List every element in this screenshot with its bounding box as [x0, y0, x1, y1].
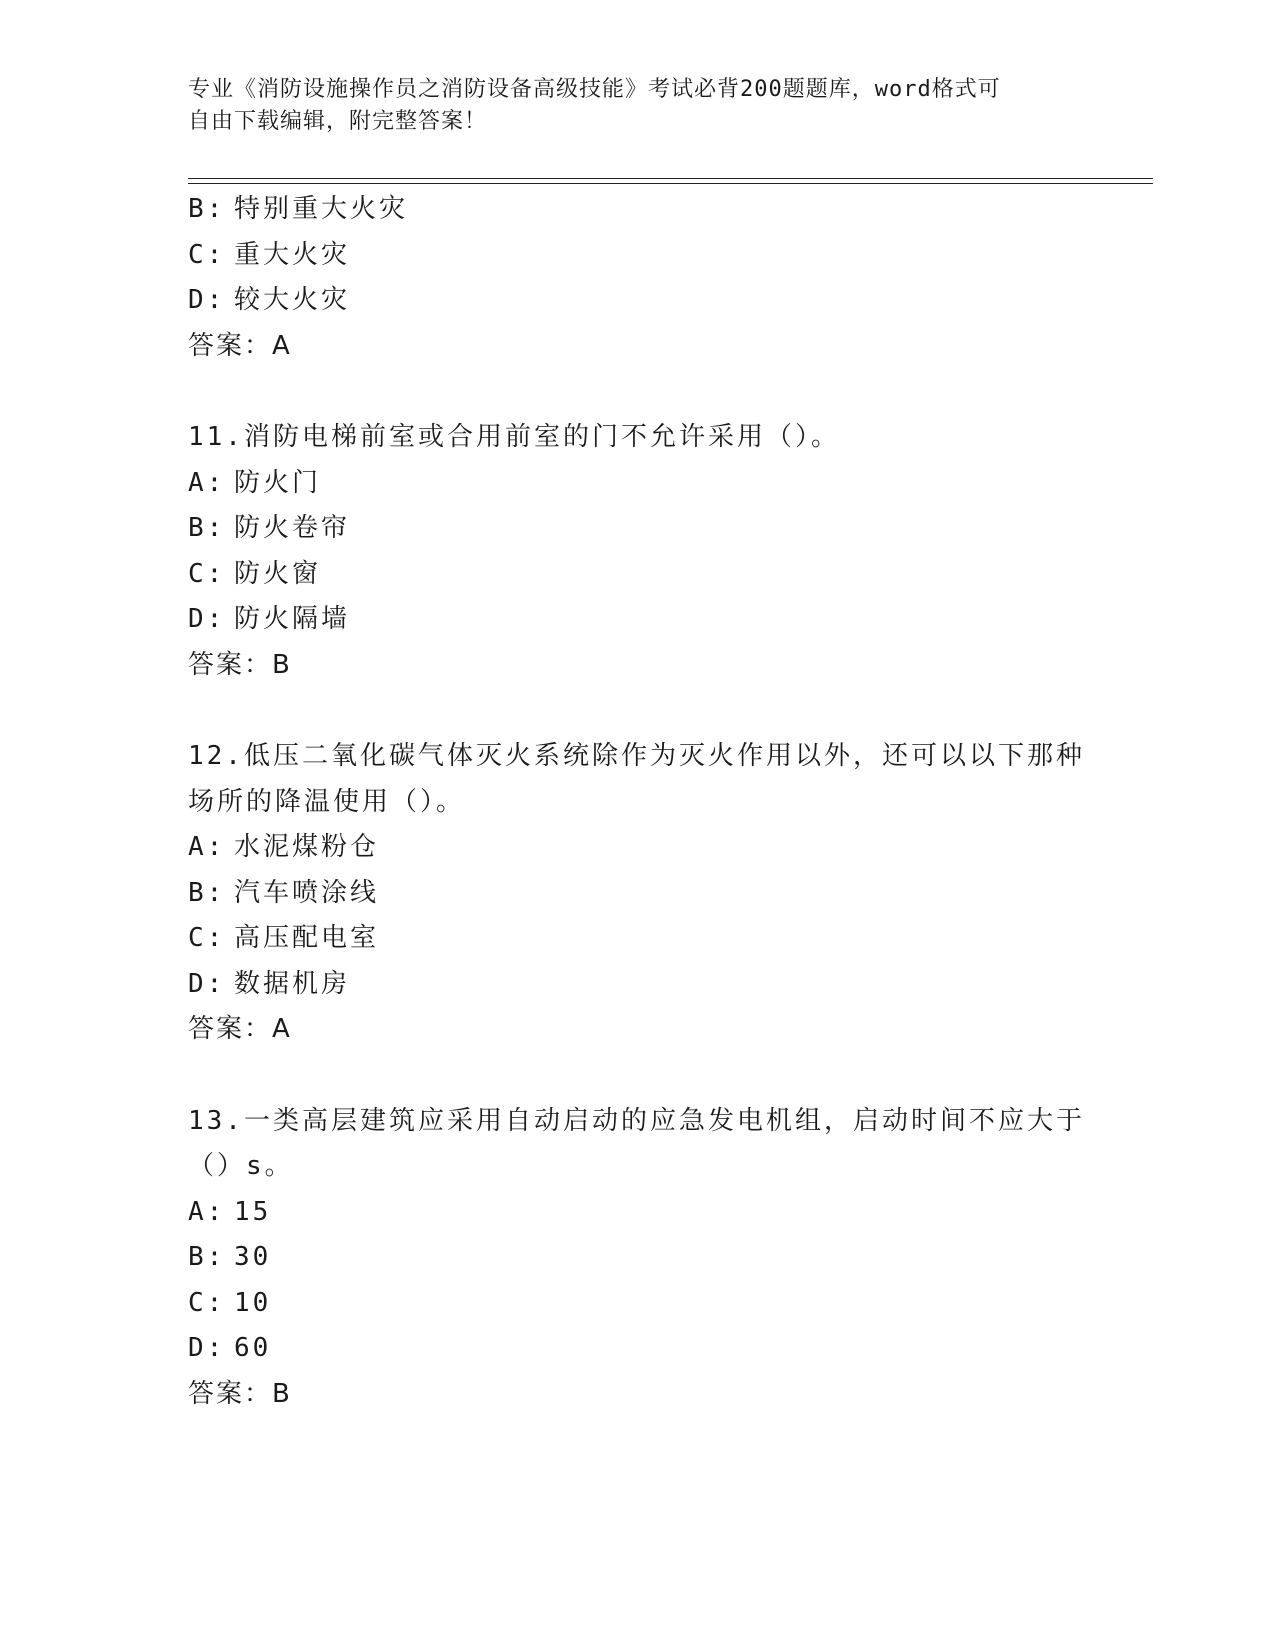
question-stem: 11.消防电梯前室或合用前室的门不允许采用（）。: [188, 422, 840, 452]
question-11: [188, 415, 1088, 688]
header-line-2: 自由下载编辑，附完整答案！: [188, 109, 488, 134]
option-b: B: 特别重大火灾: [188, 194, 409, 224]
spacer: [188, 1053, 1088, 1099]
option-d: D: 数据机房: [188, 968, 351, 999]
header-line-1: 专业《消防设施操作员之消防设备高级技能》考试必背200题题库，word格式可: [188, 77, 1001, 102]
header-rule: [188, 178, 1153, 184]
option-b: B: 防火卷帘: [188, 513, 351, 543]
option-a: A: 防火门: [188, 467, 322, 498]
page-header: [188, 74, 1068, 138]
prev-question-tail: [188, 187, 1088, 369]
answer-line: 答案：B: [188, 649, 292, 680]
question-13: [188, 1099, 1088, 1418]
option-d: D: 较大火灾: [188, 285, 351, 315]
question-stem-cont: 场所的降温使用（）。: [188, 786, 466, 817]
spacer: [188, 688, 1088, 734]
document-body: [188, 187, 1088, 1417]
question-12: [188, 734, 1088, 1053]
answer-line: 答案：A: [188, 1014, 292, 1044]
question-stem-cont: （）s。: [188, 1151, 294, 1181]
question-stem: 12.低压二氧化碳气体灭火系统除作为灭火作用以外，还可以以下那种: [188, 741, 1085, 771]
option-c: C: 防火窗: [188, 558, 322, 589]
option-c: C: 高压配电室: [188, 923, 380, 953]
answer-line: 答案：B: [188, 1378, 292, 1409]
option-a: A: 水泥煤粉仓: [188, 832, 380, 862]
option-c: C: 10: [188, 1287, 272, 1318]
option-c: C: 重大火灾: [188, 239, 351, 270]
question-stem: 13.一类高层建筑应采用自动启动的应急发电机组，启动时间不应大于: [188, 1105, 1085, 1136]
answer-line: 答案：A: [188, 330, 292, 361]
option-b: B: 30: [188, 1242, 272, 1272]
option-d: D: 防火隔墙: [188, 604, 351, 634]
option-d: D: 60: [188, 1333, 272, 1363]
option-b: B: 汽车喷涂线: [188, 877, 380, 908]
spacer: [188, 369, 1088, 415]
option-a: A: 15: [188, 1196, 272, 1227]
